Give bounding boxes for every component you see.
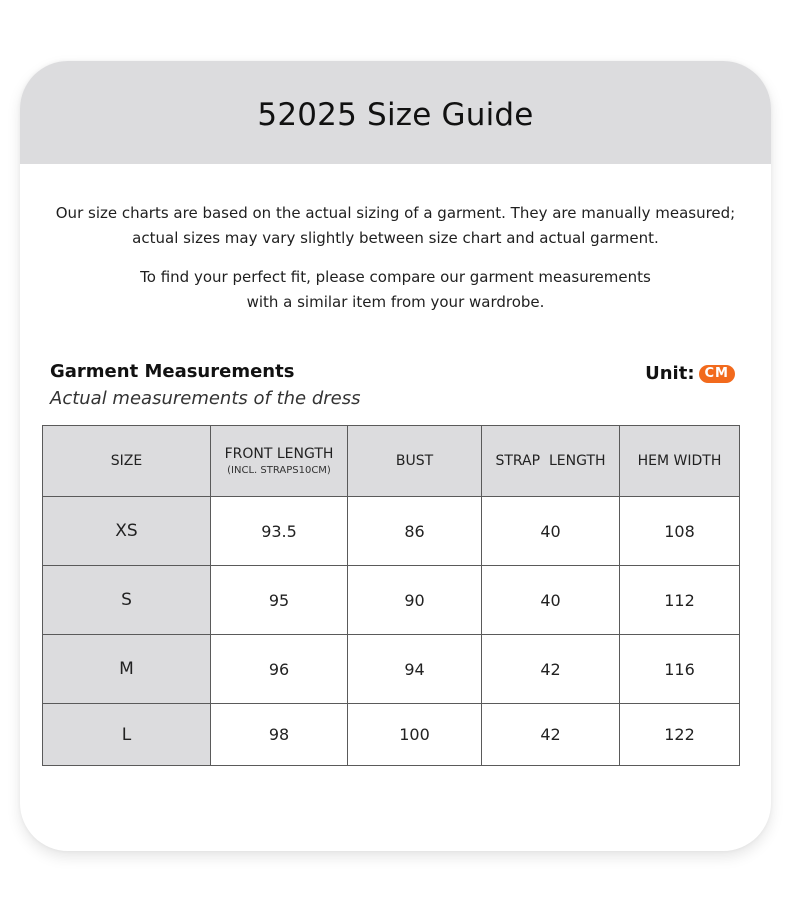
front-length-cell: 93.5 xyxy=(211,497,348,566)
header-front-length-note: (INCL. STRAPS10CM) xyxy=(227,465,331,476)
measurements-subtitle: Actual measurements of the dress xyxy=(50,388,361,409)
bust-cell: 94 xyxy=(348,635,482,704)
header-front-length xyxy=(211,426,348,497)
intro-paragraph-sizing xyxy=(20,201,771,251)
strap-length-cell: 42 xyxy=(482,635,620,704)
size-cell: XS xyxy=(43,497,211,566)
size-cell: L xyxy=(43,704,211,766)
bust-cell: 86 xyxy=(348,497,482,566)
size-cell: S xyxy=(43,566,211,635)
table-row xyxy=(43,704,740,766)
intro-line: actual sizes may vary slightly between size chart and actual garment. xyxy=(132,229,659,247)
size-table xyxy=(42,425,740,766)
unit-indicator xyxy=(645,363,735,384)
bust-cell: 90 xyxy=(348,566,482,635)
header-size: SIZE xyxy=(43,426,211,497)
strap-length-cell: 40 xyxy=(482,566,620,635)
size-cell: M xyxy=(43,635,211,704)
bust-cell: 100 xyxy=(348,704,482,766)
hem-width-cell: 116 xyxy=(620,635,740,704)
strap-length-cell: 40 xyxy=(482,497,620,566)
header-strap-length: STRAP LENGTH xyxy=(482,426,620,497)
front-length-cell: 96 xyxy=(211,635,348,704)
strap-length-cell: 42 xyxy=(482,704,620,766)
hem-width-cell: 112 xyxy=(620,566,740,635)
unit-badge: CM xyxy=(699,365,735,383)
hem-width-cell: 122 xyxy=(620,704,740,766)
front-length-cell: 95 xyxy=(211,566,348,635)
table-row xyxy=(43,497,740,566)
intro-line: To find your perfect fit, please compare our garment measurements xyxy=(140,268,651,286)
measurements-title: Garment Measurements xyxy=(50,361,295,382)
unit-label: Unit: xyxy=(645,363,695,384)
table-row xyxy=(43,635,740,704)
intro-line: with a similar item from your wardrobe. xyxy=(246,293,545,311)
intro-line: Our size charts are based on the actual sizing of a garment. They are manually measured; xyxy=(55,204,736,222)
header-bust: BUST xyxy=(348,426,482,497)
table-header-row xyxy=(43,426,740,497)
header-hem-width: HEM WIDTH xyxy=(620,426,740,497)
intro-paragraph-fit xyxy=(20,265,771,315)
table-row xyxy=(43,566,740,635)
front-length-cell: 98 xyxy=(211,704,348,766)
size-guide-card xyxy=(20,61,771,851)
page-title: 52025 Size Guide xyxy=(257,96,534,133)
header-front-length-label: FRONT LENGTH xyxy=(224,446,334,462)
hem-width-cell: 108 xyxy=(620,497,740,566)
card-header xyxy=(20,61,771,164)
